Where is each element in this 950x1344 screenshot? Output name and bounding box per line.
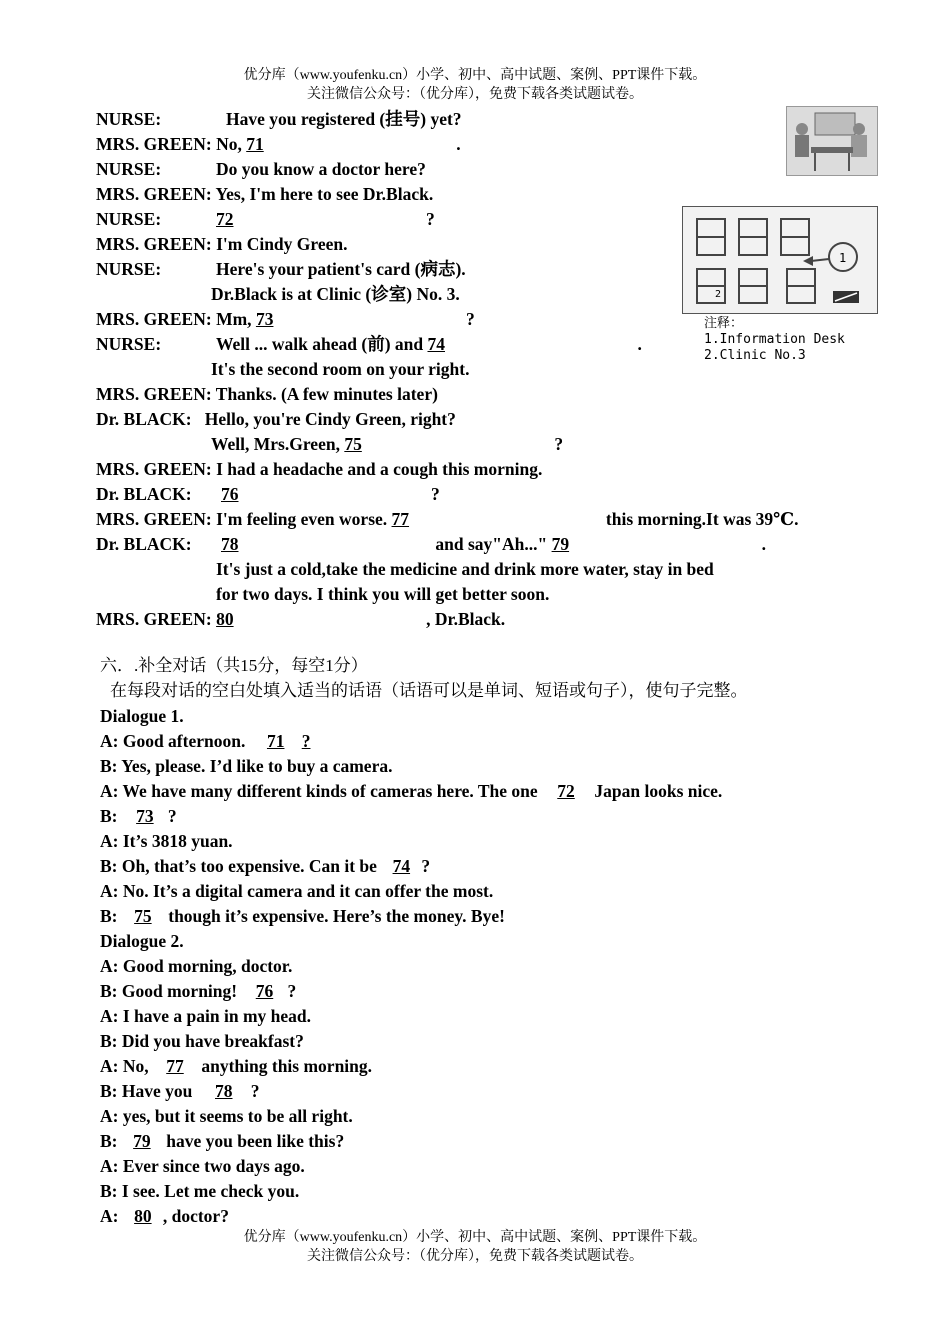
dialogue-line: A: 80 , doctor? [100,1206,229,1226]
clinic-floor-map [682,206,878,314]
dialogue-line: MRS. GREEN: I'm Cindy Green. [96,234,348,254]
dialogue-line: B: 75 though it’s expensive. Here’s the money. Bye! [100,906,505,926]
dialogue-line: It's just a cold,take the medicine and drink more water, stay in bed [216,559,714,579]
dialogue-line: MRS. GREEN: No, 71 . [96,134,461,154]
blank-78[interactable]: 78 [215,1081,233,1101]
dialogue-line: A: Good morning, doctor. [100,956,293,976]
blank-72[interactable]: 72 [216,209,234,229]
note-2: 2.Clinic No.3 [704,348,806,363]
footer-line-2: 关注微信公众号：（优分库），免费下载各类试题试卷。 [307,1249,643,1264]
dialogue-line: MRS. GREEN: Thanks. (A few minutes later) [96,384,438,404]
dialogue-line: B: Good morning! 76 ? [100,981,297,1001]
clinic-photo [786,106,878,176]
svg-text:2: 2 [715,289,722,300]
blank-77[interactable]: 77 [391,509,410,529]
blank-80[interactable]: 80 [216,609,234,629]
section-instruction: 在每段对话的空白处填入适当的话语（话语可以是单词、短语或句子），使句子完整。 [110,681,748,700]
dialogue-line: NURSE: 72 ? [96,209,435,229]
dialogue-line: MRS. GREEN: 80 , Dr.Black. [96,609,506,629]
footer-line-1: 优分库（www.youfenku.cn）小学、初中、高中试题、案例、PPT课件下载。 [243,1230,707,1245]
dialogue-line: A: No, 77 anything this morning. [100,1056,373,1076]
blank-72[interactable]: 72 [557,781,575,801]
blank-80[interactable]: 80 [134,1206,152,1226]
svg-text:1: 1 [839,251,847,265]
blank-74[interactable]: 74 [427,334,445,354]
blank-79[interactable]: 79 [133,1131,151,1151]
blank-76[interactable]: 76 [255,981,274,1001]
dialogue-line: NURSE: Well ... walk ahead (前) and 74 . [96,334,642,354]
blank-75[interactable]: 75 [134,906,152,926]
dialogue-line: A: I have a pain in my head. [100,1006,312,1026]
dialogue-line: Dr. BLACK: 76 ? [96,484,440,504]
dialogue-line: MRS. GREEN: I had a headache and a cough this morning. [96,459,543,479]
notes-title: 注释： [704,316,744,331]
dialogue-line: B: 73 ? [100,806,177,826]
header-line-2: 关注微信公众号：（优分库），免费下载各类试题试卷。 [307,87,643,102]
dialogue-line: Dr. BLACK: 78 and say"Ah..." 79 . [96,534,766,554]
section-title: 六．.补全对话（共15分，每空1分） [100,656,368,675]
doctor-patient-illustration [787,107,877,175]
dialogue-line: A: It’s 3818 yuan. [100,831,233,851]
dialogue-line: B: Have you 78 ? [100,1081,260,1101]
dialogue-line: B: Oh, that’s too expensive. Can it be 74 ? [100,856,431,876]
dialogue-line: Dr. BLACK: Hello, you're Cindy Green, right? [96,409,456,429]
dialogue-line: NURSE: Do you know a doctor here? [96,159,426,179]
blank-73[interactable]: 73 [136,806,154,826]
blank-71[interactable]: 71 [266,731,285,751]
dialogue-line: A: Ever since two days ago. [100,1156,305,1176]
blank-74[interactable]: 74 [392,856,411,876]
blank-78[interactable]: 78 [221,534,239,554]
dialogue-line: A: We have many different kinds of cameras here. The one 72 Japan looks nice. [100,781,723,801]
blank-79[interactable]: 79 [551,534,570,554]
dialogue-line: MRS. GREEN: Yes, I'm here to see Dr.Black. [96,184,434,204]
dialogue-line: B: Did you have breakfast? [100,1031,304,1051]
dialogue-line: MRS. GREEN: Mm, 73 ? [96,309,475,329]
blank-76[interactable]: 76 [221,484,239,504]
dialogue-line: A: yes, but it seems to be all right. [100,1106,353,1126]
dialogue-line: NURSE: Have you registered (挂号) yet? [96,109,462,129]
dialogue-line: A: No. It’s a digital camera and it can offer the most. [100,881,494,901]
dialogue-line: B: Yes, please. I’d like to buy a camera. [100,756,393,776]
dialogue-1-title: Dialogue 1. [100,706,184,726]
header-line-1: 优分库（www.youfenku.cn）小学、初中、高中试题、案例、PPT课件下载。 [243,68,707,83]
floor-plan-diagram [683,207,877,313]
dialogue-line: B: I see. Let me check you. [100,1181,300,1201]
blank-71[interactable]: 71 [246,134,264,154]
dialogue-2-title: Dialogue 2. [100,931,184,951]
blank-77[interactable]: 77 [166,1056,184,1076]
map-notes [704,316,845,364]
blank-75[interactable]: 75 [344,434,362,454]
blank-73[interactable]: 73 [255,309,274,329]
dialogue-line: NURSE: Here's your patient's card (病志). [96,259,466,279]
dialogue-line: MRS. GREEN: I'm feeling even worse. 77 this morning.It was 39℃. [96,509,799,529]
dialogue-line: A: Good afternoon. 71 ? [100,731,311,751]
note-1: 1.Information Desk [704,332,845,347]
dialogue-line: Well, Mrs.Green, 75 ? [211,434,564,454]
dialogue-line: It's the second room on your right. [211,359,470,379]
dialogue-line: B: 79 have you been like this? [100,1131,345,1151]
dialogue-line: for two days. I think you will get better soon. [216,584,550,604]
dialogue-line: Dr.Black is at Clinic (诊室) No. 3. [211,284,460,304]
